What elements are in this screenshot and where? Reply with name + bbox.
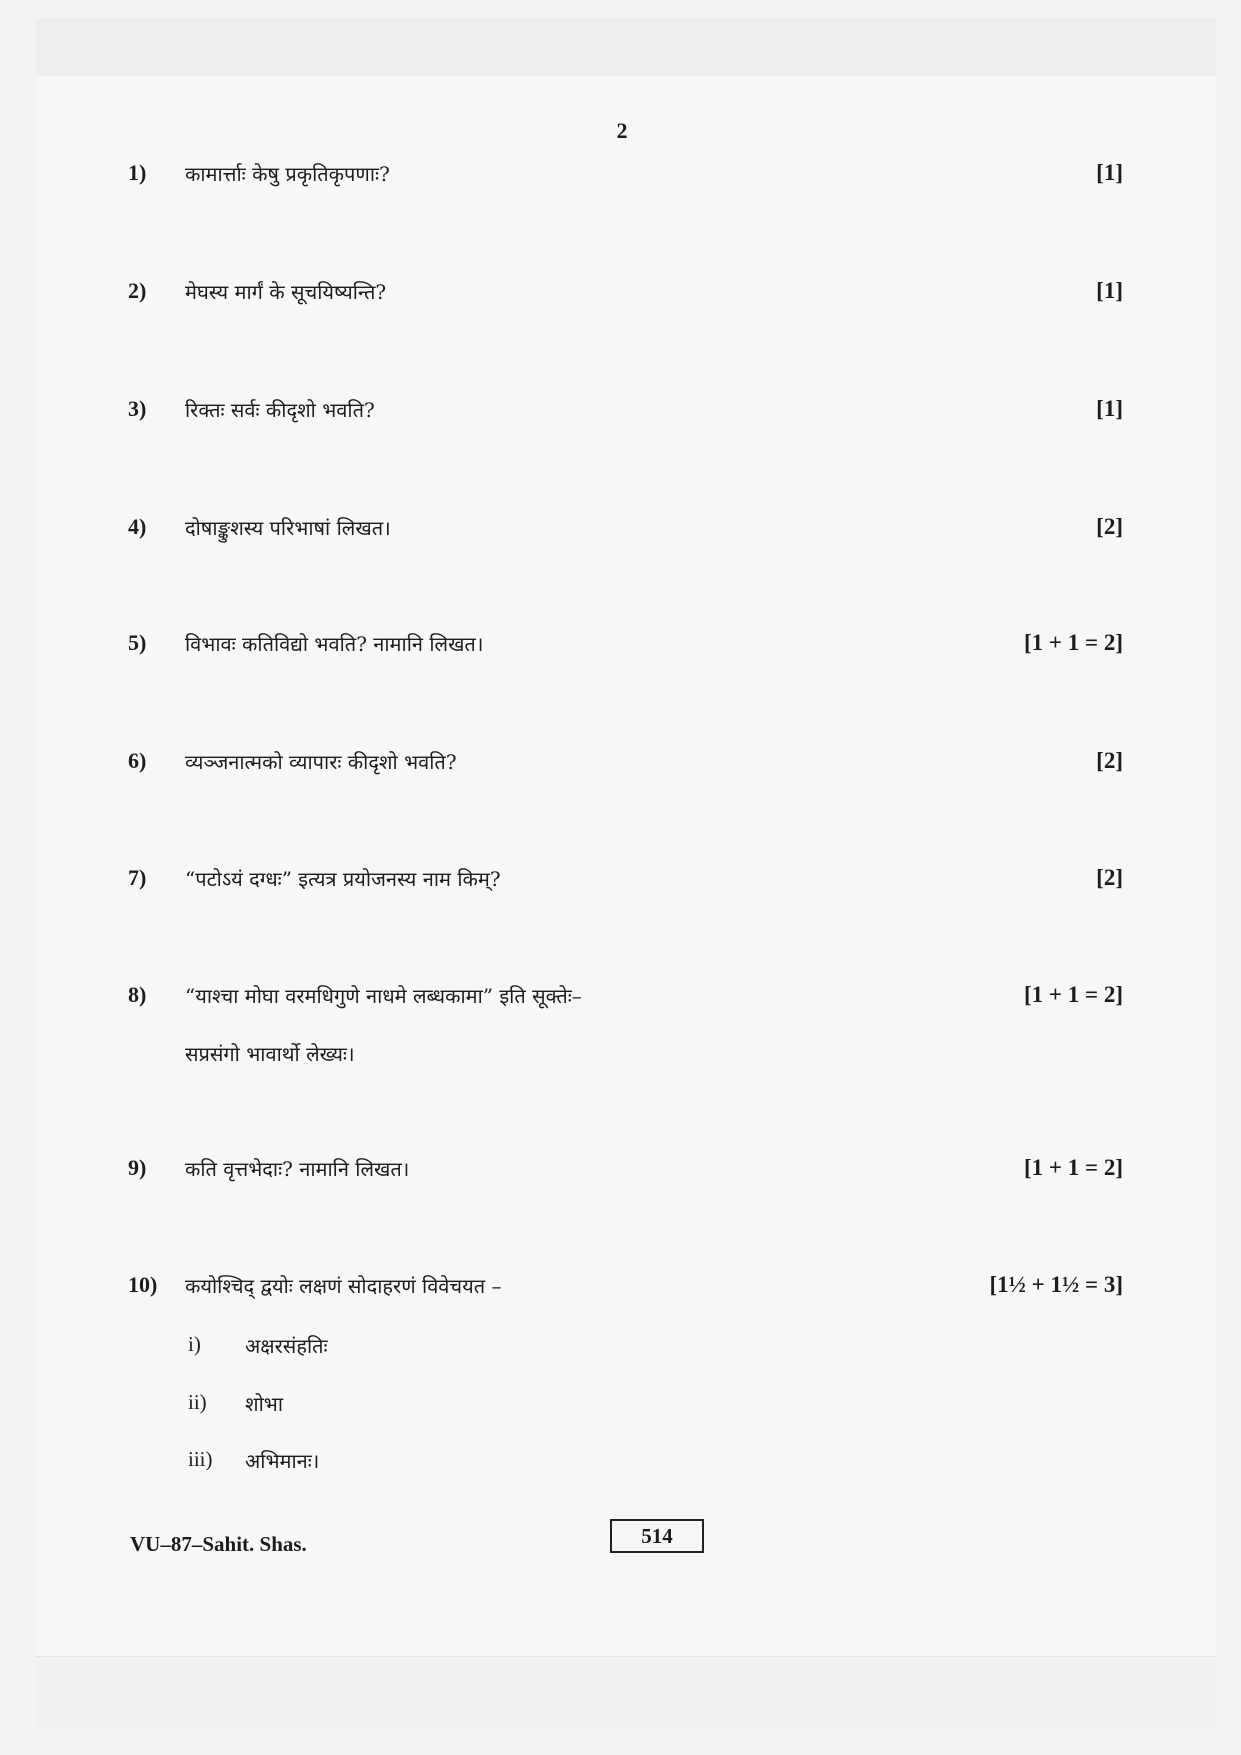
question-text: कयोश्चिद् द्वयोः लक्षणं सोदाहरणं विवेचयत –: [185, 1274, 502, 1298]
question-marks: [2]: [1096, 514, 1123, 539]
question-marks: [2]: [1096, 748, 1123, 773]
paper-number-box: 514: [610, 1519, 704, 1553]
question-marks: [1 + 1 = 2]: [1023, 982, 1123, 1007]
subitem-number: ii): [188, 1390, 207, 1414]
question-number: 10): [128, 1272, 158, 1297]
question-marks: [1]: [1096, 278, 1123, 303]
scan-bottom-band: [36, 1656, 1216, 1727]
question-text: “पटोऽयं दग्धः” इत्यत्र प्रयोजनस्य नाम किम्?: [185, 867, 501, 891]
question-text: कति वृत्तभेदाः? नामानि लिखत।: [185, 1157, 410, 1181]
subitem-text: अभिमानः।: [245, 1449, 320, 1473]
question-marks: [1 + 1 = 2]: [1023, 1155, 1123, 1180]
subitem-number: iii): [188, 1447, 213, 1471]
question-number: 2): [128, 278, 147, 303]
question-text: व्यञ्जनात्मको व्यापारः कीदृशो भवति?: [185, 750, 457, 774]
question-marks: [2]: [1096, 865, 1123, 890]
paper-code: VU–87–Sahit. Shas.: [130, 1532, 307, 1556]
subitem-text: अक्षरसंहतिः: [245, 1334, 328, 1358]
scan-top-band: [36, 18, 1216, 77]
question-text: मेघस्य मार्गं के सूचयिष्यन्ति?: [185, 280, 387, 304]
question-text: “याश्चा मोघा वरमधिगुणे नाधमे लब्धकामा” इति सूक्तेः–: [185, 984, 582, 1008]
question-text: विभावः कतिविद्यो भवति? नामानि लिखत।: [185, 632, 484, 656]
question-text: कामार्त्ताः केषु प्रकृतिकृपणाः?: [185, 162, 390, 186]
page-number: 2: [616, 118, 628, 143]
question-number: 5): [128, 630, 147, 655]
question-number: 6): [128, 748, 147, 773]
question-number: 1): [128, 160, 147, 185]
question-marks: [1]: [1096, 160, 1123, 185]
question-number: 9): [128, 1155, 147, 1180]
subitem-number: i): [188, 1332, 201, 1356]
question-text: दोषाङ्कुशस्य परिभाषां लिखत।: [185, 516, 391, 540]
question-number: 4): [128, 514, 147, 539]
question-number: 3): [128, 396, 147, 421]
question-text: रिक्तः सर्वः कीदृशो भवति?: [185, 398, 375, 422]
subitem-text: शोभा: [245, 1392, 284, 1416]
question-marks: [1]: [1096, 396, 1123, 421]
question-marks: [1½ + 1½ = 3]: [989, 1272, 1123, 1297]
question-text-line-2: सप्रसंगो भावार्थो लेख्यः।: [185, 1042, 355, 1066]
question-number: 8): [128, 982, 147, 1007]
question-number: 7): [128, 865, 147, 890]
question-marks: [1 + 1 = 2]: [1023, 630, 1123, 655]
